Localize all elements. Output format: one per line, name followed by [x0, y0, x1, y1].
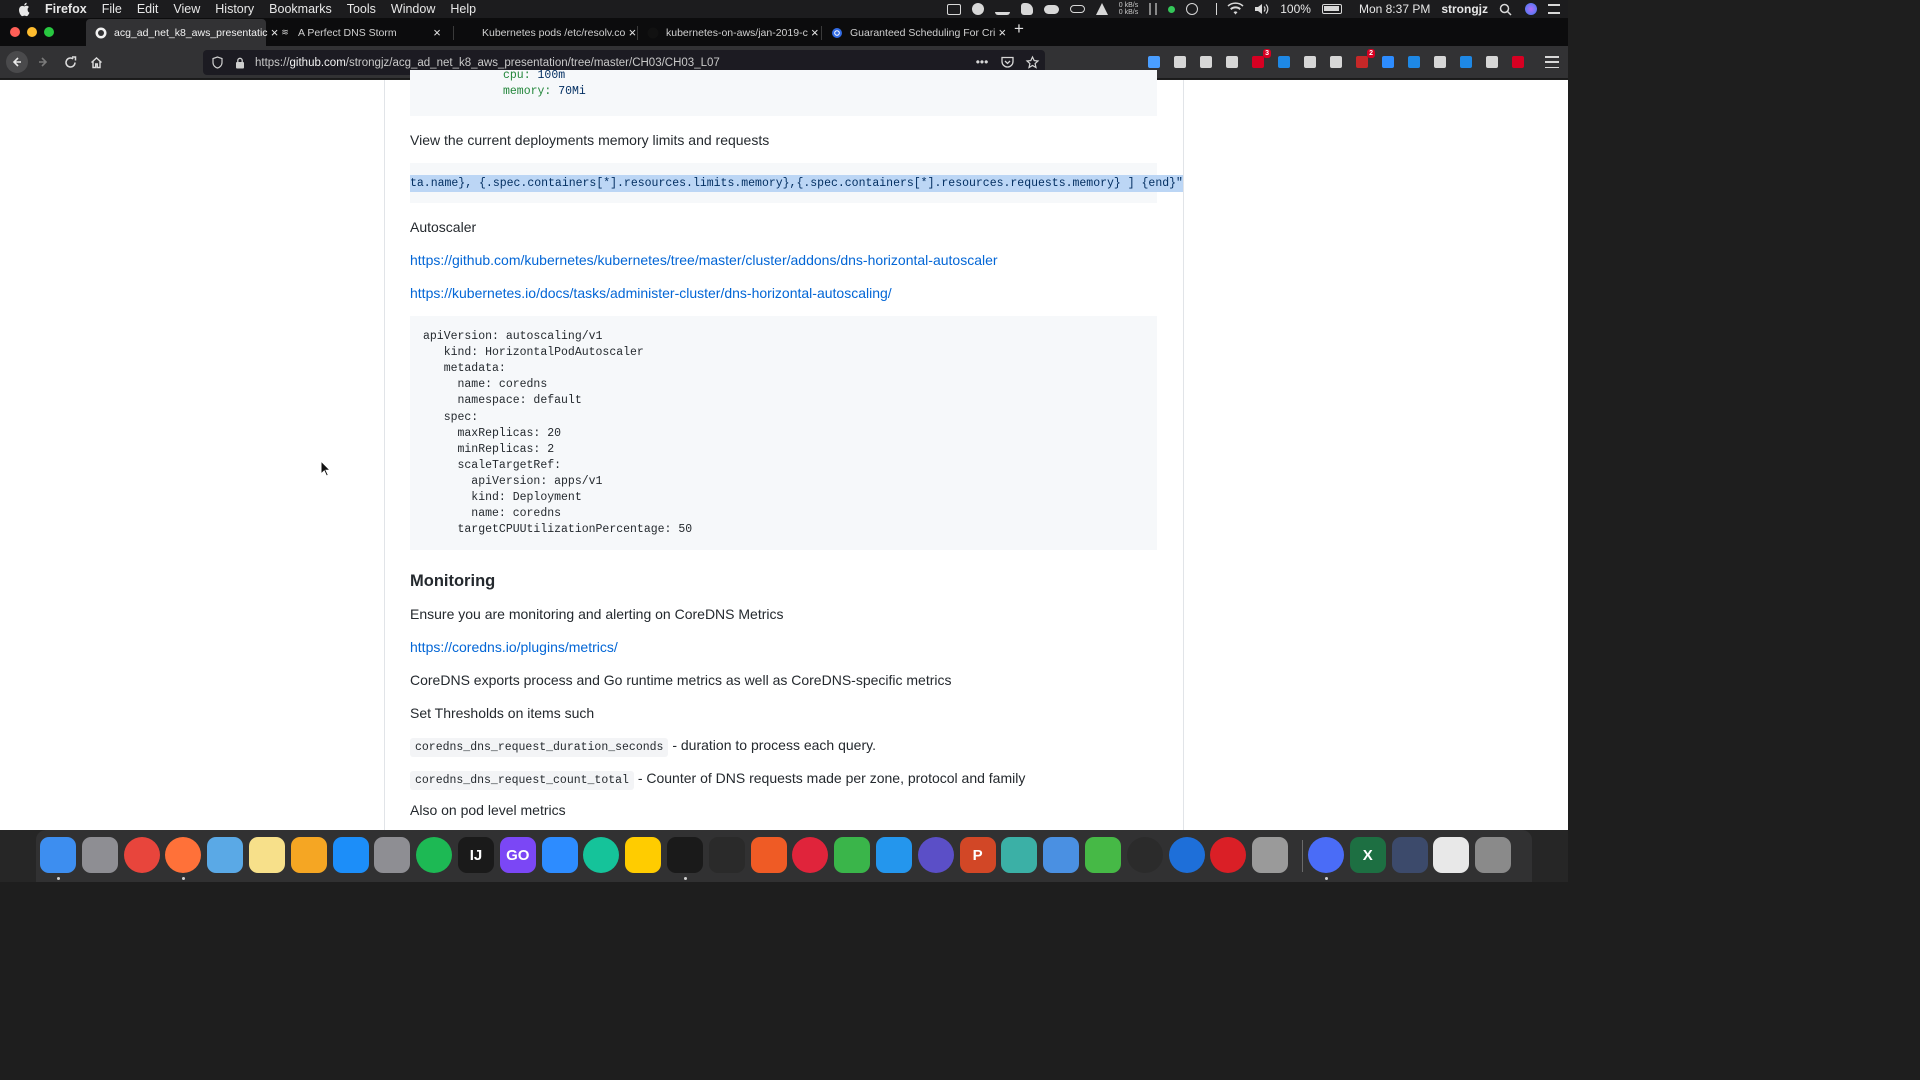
battery-percent: 100%: [1280, 2, 1311, 16]
hamburger-line: [1545, 67, 1559, 69]
url-text: [255, 57, 720, 69]
tab-dns-storm[interactable]: [270, 19, 450, 46]
mouse-pointer-icon: [320, 460, 332, 478]
bookmark-star-icon[interactable]: [1025, 55, 1039, 69]
reload-button[interactable]: [60, 53, 80, 71]
ext-cloud-glyph: [1304, 56, 1316, 68]
code-key: memory:: [503, 85, 552, 98]
excel-icon[interactable]: [1350, 837, 1386, 873]
dock-running-indicator: [1325, 877, 1328, 880]
extension-badge: 2: [1369, 50, 1373, 57]
dock-running-indicator: [684, 877, 687, 880]
readme-body: [410, 69, 1183, 830]
home-button[interactable]: [86, 53, 106, 71]
metric-duration-desc: - duration to process each query.: [668, 737, 876, 753]
url-domain: github.com: [289, 56, 346, 69]
chrome-icon[interactable]: [124, 837, 160, 873]
ext-folder-glyph: [1460, 56, 1472, 68]
account-glyph: [1226, 56, 1238, 68]
metric-count-item: [410, 769, 1025, 790]
web-page: [0, 69, 1568, 830]
notes-icon[interactable]: [249, 837, 285, 873]
dock-icon-label: GO: [506, 846, 530, 864]
hamburger-line: [1545, 56, 1559, 58]
macos-menu-bar: [0, 0, 1568, 18]
network-icon[interactable]: [1169, 837, 1205, 873]
screen-studio-icon[interactable]: [1252, 837, 1288, 873]
net-down-speed: 0 kB/s: [1118, 9, 1139, 16]
pocket-icon[interactable]: [1000, 55, 1014, 69]
tab-k8s-on-aws[interactable]: [638, 19, 818, 46]
finder-icon[interactable]: [40, 837, 76, 873]
trash-icon[interactable]: [1475, 837, 1511, 873]
close-icon[interactable]: ×: [998, 25, 1007, 40]
ext-red-glyph: [1252, 56, 1264, 68]
close-icon[interactable]: ×: [811, 25, 819, 40]
terminal-icon[interactable]: [667, 837, 703, 873]
account-icon[interactable]: [1224, 54, 1240, 70]
yaml-line: spec:: [423, 410, 479, 424]
library-icon[interactable]: [1172, 54, 1188, 70]
ext-puzzle-glyph: [1330, 56, 1342, 68]
screenflow-icon[interactable]: [1392, 837, 1428, 873]
metric-duration-code: coredns_dns_request_duration_seconds: [410, 738, 668, 757]
menu-bookmarks[interactable]: Bookmarks: [269, 2, 332, 16]
yaml-line: apiVersion: autoscaling/v1: [423, 330, 603, 343]
status-green-dot-icon: [1168, 6, 1175, 13]
tab-title: Kubernetes pods /etc/resolv.co: [482, 26, 626, 39]
powerpoint-icon[interactable]: [960, 837, 996, 873]
mail-icon[interactable]: [207, 837, 243, 873]
dock-separator: [1302, 840, 1303, 872]
evernote-status-icon[interactable]: [1021, 3, 1033, 15]
window-minimize-button[interactable]: [27, 27, 37, 37]
activity-monitor-icon[interactable]: [709, 837, 745, 873]
dock-icon-label: X: [1362, 846, 1373, 864]
ext-cloud-icon[interactable]: [1302, 54, 1318, 70]
window-zoom-button[interactable]: [44, 27, 54, 37]
hpa-yaml-code-block: [410, 316, 1157, 550]
eclipse-icon[interactable]: [918, 837, 954, 873]
ext-ship-glyph: [1486, 56, 1498, 68]
ext-plus-icon[interactable]: [1510, 54, 1526, 70]
ext-puzzle-icon[interactable]: [1328, 54, 1344, 70]
dock-icon-label: P: [972, 846, 983, 864]
tab-title: Guaranteed Scheduling For Cri: [850, 26, 996, 39]
globe-icon: [831, 27, 843, 39]
window-close-button[interactable]: [10, 27, 20, 37]
yaml-line: minReplicas: 2: [423, 442, 555, 456]
notification-center-icon[interactable]: [1548, 4, 1560, 14]
maps-icon[interactable]: [1085, 837, 1121, 873]
photos-icon[interactable]: [291, 837, 327, 873]
yaml-line: name: coredns: [423, 378, 548, 392]
tab-k8s-resolv[interactable]: [454, 19, 637, 46]
close-icon[interactable]: ×: [628, 25, 637, 40]
metric-count-code: coredns_dns_request_count_total: [410, 771, 634, 790]
ext-bars-glyph: [1434, 56, 1446, 68]
glasses-status-icon[interactable]: [1070, 5, 1085, 13]
link-dns-horizontal-autoscaler[interactable]: https://github.com/kubernetes/kubernetes/tree/master/cluster/addons/dns-horizontal-autoscaler: [410, 252, 998, 268]
dock-running-indicator: [57, 877, 60, 880]
paragraph-ensure-monitoring: Ensure you are monitoring and alerting on CoreDNS Metrics: [410, 606, 784, 622]
siri-icon[interactable]: [1525, 3, 1537, 15]
ext-s-icon[interactable]: [1276, 54, 1292, 70]
hamburger-line: [1545, 61, 1559, 63]
ext-u-glyph: [1356, 56, 1368, 68]
blank-page-icon: [463, 27, 475, 39]
apple-menu-icon[interactable]: [16, 2, 32, 16]
network-speed-readout: [1119, 2, 1138, 16]
page-actions-icon[interactable]: •••: [975, 55, 989, 69]
close-icon[interactable]: ×: [433, 25, 441, 40]
code-line-cpu: [503, 68, 565, 84]
bluetooth-icon[interactable]: [1209, 3, 1217, 15]
spotlight-search-icon[interactable]: [1499, 3, 1514, 15]
screen-record-icon[interactable]: [947, 4, 961, 15]
download-icon[interactable]: [1146, 54, 1162, 70]
docker-icon[interactable]: [876, 837, 912, 873]
launchpad-icon[interactable]: [82, 837, 118, 873]
ext-info-icon[interactable]: [1406, 54, 1422, 70]
sidebar-icon[interactable]: [1198, 54, 1214, 70]
paragraph-autoscaler: Autoscaler: [410, 219, 477, 235]
url-path: /strongjz/acg_ad_net_k8_aws_presentation/tree/master/CH03/CH03_L07: [345, 56, 720, 69]
kubectl-command-block[interactable]: [410, 163, 1183, 203]
menu-history[interactable]: History: [215, 2, 255, 16]
messages-icon[interactable]: [1043, 837, 1079, 873]
person-status-icon[interactable]: [1096, 3, 1108, 15]
yaml-line: scaleTargetRef:: [423, 458, 562, 472]
sidebar-glyph: [1200, 56, 1212, 68]
idea-bulb-icon[interactable]: [625, 837, 661, 873]
yaml-line: kind: Deployment: [423, 491, 582, 504]
battery-icon[interactable]: [1322, 4, 1342, 14]
code-value: 70Mi: [558, 85, 586, 98]
url-prefix: https://: [255, 56, 290, 69]
url-actions: [975, 55, 1039, 69]
system-preferences-icon[interactable]: [374, 837, 410, 873]
macos-dock: [0, 830, 1568, 882]
back-button[interactable]: [6, 51, 28, 73]
yaml-line: metadata:: [423, 362, 506, 376]
net-up-speed: 0 kB/s: [1118, 2, 1139, 9]
yaml-line: targetCPUUtilizationPercentage: 50: [423, 523, 693, 537]
ext-plus-glyph: [1512, 56, 1524, 68]
yaml-line: apiVersion: apps/v1: [423, 474, 603, 488]
time-machine-icon[interactable]: [1186, 3, 1198, 15]
tracking-protection-shield-icon[interactable]: [210, 56, 224, 70]
slack-icon[interactable]: [1001, 837, 1037, 873]
tab-title: kubernetes-on-aws/jan-2019-c: [666, 26, 808, 39]
library-glyph: [1174, 56, 1186, 68]
ext-folder-icon[interactable]: [1458, 54, 1474, 70]
hamburger-menu-icon[interactable]: [1545, 56, 1559, 68]
postman-icon[interactable]: [751, 837, 787, 873]
docker-status-icon[interactable]: [995, 3, 1010, 15]
forward-button[interactable]: [33, 53, 53, 71]
selected-command-text[interactable]: ta.name}, {.spec.containers[*].resources.limits.memory},{.spec.containers[*].resources.requests.memory} ] {end}": [410, 177, 1183, 190]
ext-s-glyph: [1278, 56, 1290, 68]
new-tab-button[interactable]: +: [1014, 19, 1024, 38]
medium-icon: ≋: [281, 27, 289, 37]
ext-u-icon[interactable]: [1354, 50, 1373, 70]
browser-tab-strip: [0, 18, 1568, 46]
download-glyph: [1148, 56, 1160, 68]
link-coredns-metrics[interactable]: https://coredns.io/plugins/metrics/: [410, 639, 618, 655]
wifi-icon[interactable]: [1228, 3, 1243, 15]
paragraph-coredns-exports: CoreDNS exports process and Go runtime metrics as well as CoreDNS-specific metrics: [410, 672, 952, 688]
ext-zoom-glyph: [1382, 56, 1394, 68]
menubar-clock[interactable]: Mon 8:37 PM: [1358, 2, 1431, 16]
menu-view[interactable]: View: [173, 2, 201, 16]
github-icon: [95, 27, 107, 39]
vpn-icon[interactable]: [1308, 837, 1344, 873]
menu-app-firefox[interactable]: Firefox: [45, 2, 87, 16]
github-icon: [647, 27, 659, 39]
toolbar-extensions: [1146, 50, 1526, 70]
zoom-icon[interactable]: [542, 837, 578, 873]
ext-ship-icon[interactable]: [1484, 54, 1500, 70]
obs-icon[interactable]: [1127, 837, 1163, 873]
code-value: 100m: [537, 69, 566, 82]
metric-duration-item: [410, 736, 876, 757]
ext-zoom-icon[interactable]: [1380, 54, 1396, 70]
tab-github-repo[interactable]: [86, 19, 279, 46]
ext-bars-icon[interactable]: [1432, 54, 1448, 70]
paragraph-pod-level: Also on pod level metrics: [410, 802, 566, 818]
lock-icon[interactable]: [234, 56, 246, 70]
tab-title: A Perfect DNS Storm: [298, 26, 397, 39]
menu-edit[interactable]: Edit: [136, 2, 159, 16]
menu-file[interactable]: File: [101, 2, 122, 16]
tab-guaranteed-scheduling[interactable]: [822, 19, 1007, 46]
istat-bars-icon[interactable]: [1149, 3, 1157, 15]
code-key: cpu:: [503, 69, 531, 82]
night-shift-icon[interactable]: [972, 3, 984, 15]
paragraph-set-thresholds: Set Thresholds on items such: [410, 705, 595, 721]
goland-icon[interactable]: [500, 837, 536, 873]
menubar-user[interactable]: strongjz: [1441, 2, 1488, 16]
cloud-status-icon[interactable]: [1044, 5, 1059, 14]
yaml-line: maxReplicas: 20: [423, 426, 562, 440]
dock-running-indicator: [182, 877, 185, 880]
status-menus: [947, 0, 1560, 18]
dock-icon-label: IJ: [469, 846, 483, 864]
metric-count-desc: - Counter of DNS requests made per zone, protocol and family: [633, 770, 1026, 786]
tab-title: acg_ad_net_k8_aws_presentatic: [114, 26, 268, 39]
ext-red-icon[interactable]: [1250, 50, 1269, 70]
spotify-icon[interactable]: [416, 837, 452, 873]
extension-badge: 3: [1265, 50, 1269, 57]
heading-monitoring: Monitoring: [410, 572, 496, 590]
volume-icon[interactable]: [1254, 3, 1269, 15]
yaml-line: namespace: default: [423, 394, 582, 408]
yaml-line: kind: HorizontalPodAutoscaler: [423, 346, 644, 360]
resources-code-block: [410, 70, 1157, 116]
intellij-icon[interactable]: [458, 837, 494, 873]
menu-help[interactable]: Help: [450, 2, 477, 16]
close-icon[interactable]: ×: [270, 25, 279, 40]
app-store-icon[interactable]: [333, 837, 369, 873]
yaml-line: name: coredns: [423, 507, 562, 521]
paragraph-view-limits: View the current deployments memory limits and requests: [410, 132, 770, 148]
link-dns-horizontal-autoscaling-docs[interactable]: https://kubernetes.io/docs/tasks/administer-cluster/dns-horizontal-autoscaling/: [410, 285, 892, 301]
code-line-memory: [503, 84, 586, 100]
menu-window[interactable]: Window: [390, 2, 436, 16]
gitkraken-icon[interactable]: [834, 837, 870, 873]
ext-info-glyph: [1408, 56, 1420, 68]
documents-folder-icon[interactable]: [1433, 837, 1469, 873]
menu-tools[interactable]: Tools: [346, 2, 376, 16]
